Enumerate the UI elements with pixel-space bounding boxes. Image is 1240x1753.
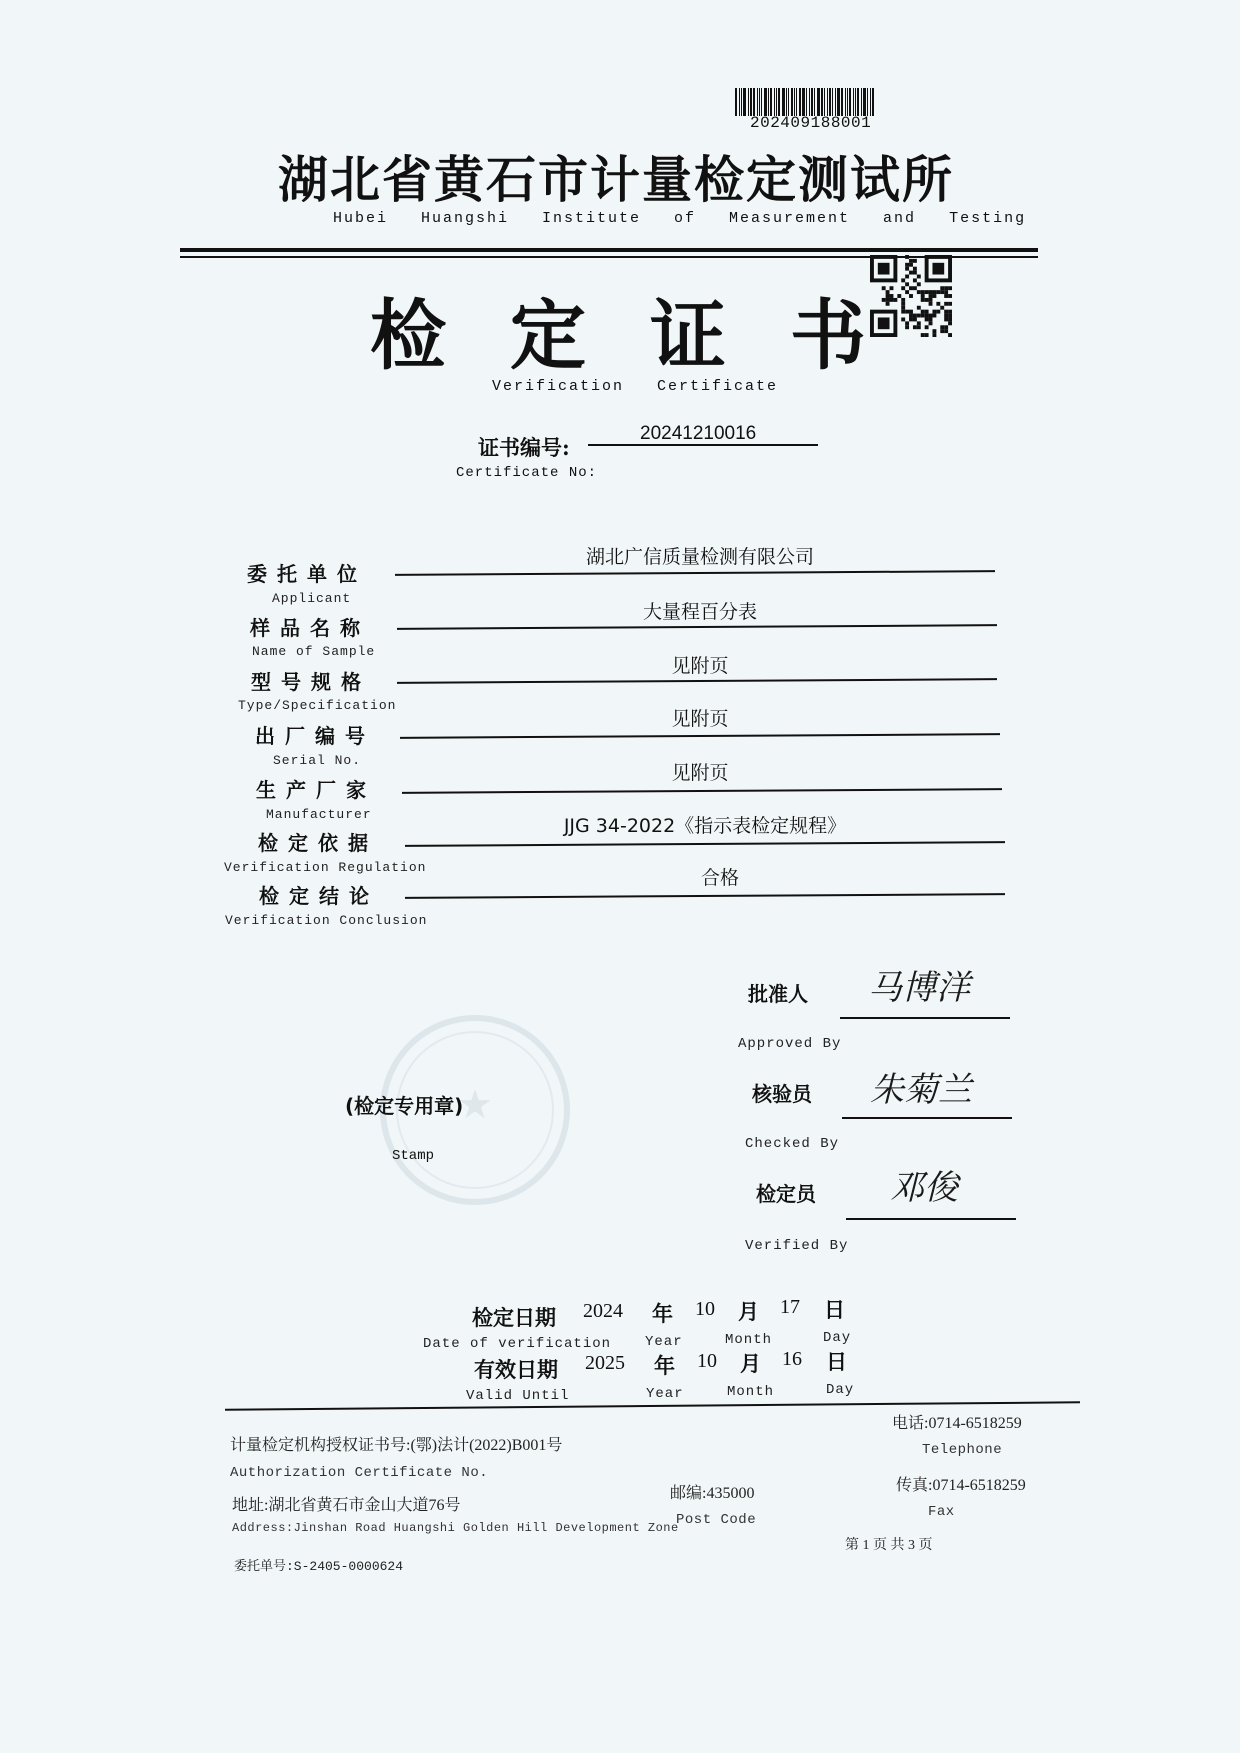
field-label-en: Verification Regulation [224, 860, 427, 875]
field-underline [397, 624, 997, 629]
field-underline [400, 733, 1000, 738]
barcode-bar [861, 88, 862, 116]
verification-year: 2024 [583, 1300, 623, 1322]
certificate-number-value: 20241210016 [640, 423, 757, 444]
barcode-bar [788, 88, 789, 116]
approver-signature-line [840, 1017, 1010, 1019]
barcode-bar [806, 88, 807, 116]
barcode [735, 88, 903, 116]
barcode-bar [753, 88, 755, 116]
barcode-bar [837, 88, 840, 116]
barcode-bar [748, 88, 749, 116]
barcode-bar [741, 88, 742, 116]
barcode-bar [827, 88, 828, 116]
barcode-bar [802, 88, 805, 116]
barcode-bar [835, 88, 836, 116]
barcode-bar [782, 88, 785, 116]
field-label: 委托单位 [247, 562, 367, 586]
address-en: Address:Jinshan Road Huangshi Golden Hill Development Zone [232, 1521, 679, 1535]
fax-en: Fax [928, 1504, 955, 1520]
barcode-bar [735, 88, 737, 116]
verifier-label: 检定员 [756, 1182, 816, 1206]
year-unit-en: Year [645, 1334, 683, 1350]
barcode-bar [786, 88, 787, 116]
verification-date-label: 检定日期 [472, 1306, 556, 1330]
certificate-number-underline [588, 444, 818, 446]
valid-until-year: 2025 [585, 1352, 625, 1374]
field-label-en: Name of Sample [252, 644, 376, 659]
field-label-en: Serial No. [273, 753, 362, 768]
barcode-bar [770, 88, 772, 116]
field-label-en: Manufacturer [266, 807, 372, 822]
year-unit-en: Year [646, 1386, 684, 1402]
barcode-bar [791, 88, 793, 116]
barcode-bar [768, 88, 769, 116]
barcode-bar [853, 88, 854, 116]
postcode: 邮编:435000 [670, 1485, 755, 1502]
field-value: 见附页 [671, 655, 729, 677]
barcode-bar [832, 88, 833, 116]
barcode-bar [778, 88, 780, 116]
field-value: 大量程百分表 [642, 601, 757, 623]
barcode-bar [750, 88, 752, 116]
field-label: 样品名称 [250, 616, 370, 640]
barcode-bar [849, 88, 851, 116]
barcode-bar [761, 88, 762, 116]
barcode-bar [776, 88, 777, 116]
month-unit: 月 [740, 1352, 761, 1376]
barcode-bar [857, 88, 859, 116]
barcode-bar [811, 88, 813, 116]
verification-date-label-en: Date of verification [423, 1336, 612, 1352]
barcode-bar [799, 88, 801, 116]
month-unit-en: Month [725, 1332, 773, 1348]
checker-label: 核验员 [752, 1082, 812, 1106]
barcode-bar [743, 88, 746, 116]
day-unit-en: Day [826, 1382, 855, 1398]
field-underline [397, 678, 997, 683]
barcode-number: 202409188001 [750, 114, 872, 132]
field-label: 检定依据 [258, 831, 378, 855]
order-number: 委托单号:S-2405-0000624 [234, 1559, 404, 1574]
field-underline [402, 788, 1002, 793]
barcode-bar [829, 88, 831, 116]
barcode-bar [845, 88, 846, 116]
approver-label: 批准人 [748, 982, 808, 1006]
field-label-en: Verification Conclusion [225, 913, 428, 928]
field-label: 检定结论 [259, 884, 379, 908]
year-unit: 年 [652, 1302, 673, 1326]
certificate-number-label-en: Certificate No: [456, 465, 598, 481]
authorization-certificate-en: Authorization Certificate No. [230, 1465, 489, 1481]
fax: 传真:0714-6518259 [896, 1477, 1026, 1494]
barcode-bar [817, 88, 820, 116]
telephone-en: Telephone [922, 1442, 1003, 1458]
verification-month: 10 [695, 1298, 715, 1320]
barcode-bar [821, 88, 823, 116]
barcode-bar [794, 88, 795, 116]
stamp-label: (检定专用章) [345, 1094, 464, 1118]
day-unit-en: Day [823, 1330, 852, 1346]
barcode-bar [764, 88, 767, 116]
organization-name-en: Hubei Huangshi Institute of Measurement and Testing [333, 210, 1027, 227]
valid-until-month: 10 [697, 1350, 717, 1372]
field-value: 见附页 [671, 708, 729, 730]
field-value: JJG 34-2022《指示表检定规程》 [563, 815, 847, 837]
barcode-bar [855, 88, 856, 116]
header-rule-thick [180, 248, 1038, 252]
address: 地址:湖北省黄石市金山大道76号 [232, 1497, 461, 1514]
barcode-bar [824, 88, 825, 116]
page-number: 第 1 页 共 3 页 [845, 1538, 933, 1553]
svg-text:★: ★ [457, 1082, 493, 1128]
barcode-bar [759, 88, 760, 116]
field-underline [395, 570, 995, 575]
barcode-bar [867, 88, 868, 116]
month-unit: 月 [738, 1300, 759, 1324]
verifier-signature: 邓俊 [890, 1168, 958, 1208]
approver-signature: 马博洋 [868, 968, 970, 1008]
month-unit-en: Month [727, 1384, 775, 1400]
day-unit: 日 [824, 1298, 845, 1322]
field-value: 湖北广信质量检测有限公司 [585, 546, 814, 568]
barcode-bar [774, 88, 775, 116]
valid-until-label-en: Valid Until [466, 1388, 570, 1404]
field-label: 型号规格 [251, 670, 371, 694]
postcode-en: Post Code [676, 1512, 757, 1528]
certificate-number-label: 证书编号: [478, 435, 570, 460]
field-label: 生产厂家 [256, 778, 376, 802]
barcode-bar [870, 88, 871, 116]
verifier-signature-line [846, 1218, 1016, 1220]
authorization-certificate: 计量检定机构授权证书号:(鄂)法计(2022)B001号 [230, 1437, 563, 1454]
verification-day: 17 [780, 1296, 800, 1318]
approver-label-en: Approved By [738, 1036, 842, 1052]
barcode-bar [872, 88, 874, 116]
field-underline [405, 893, 1005, 898]
checker-signature: 朱菊兰 [870, 1070, 972, 1110]
certificate-title: 检定证书 [370, 291, 930, 380]
telephone: 电话:0714-6518259 [892, 1415, 1022, 1432]
barcode-bar [809, 88, 810, 116]
organization-name: 湖北省黄石市计量检定测试所 [278, 151, 954, 209]
field-label: 出厂编号 [255, 724, 375, 748]
valid-until-day: 16 [782, 1348, 802, 1370]
barcode-bar [814, 88, 815, 116]
field-label-en: Type/Specification [238, 698, 397, 713]
barcode-bar [841, 88, 843, 116]
field-underline [405, 841, 1005, 846]
barcode-bar [739, 88, 740, 116]
barcode-bar [863, 88, 866, 116]
valid-until-label: 有效日期 [474, 1358, 558, 1382]
verifier-label-en: Verified By [745, 1238, 849, 1254]
barcode-bar [847, 88, 848, 116]
field-value: 合格 [700, 867, 739, 889]
field-value: 见附页 [671, 762, 729, 784]
barcode-bar [796, 88, 797, 116]
certificate-title-en: Verification Certificate [492, 378, 779, 395]
day-unit: 日 [826, 1350, 847, 1374]
checker-signature-line [842, 1117, 1012, 1119]
field-label-en: Applicant [272, 591, 352, 606]
barcode-bar [757, 88, 758, 116]
year-unit: 年 [654, 1354, 675, 1378]
checker-label-en: Checked By [745, 1136, 840, 1152]
stamp-label-en: Stamp [392, 1148, 435, 1164]
